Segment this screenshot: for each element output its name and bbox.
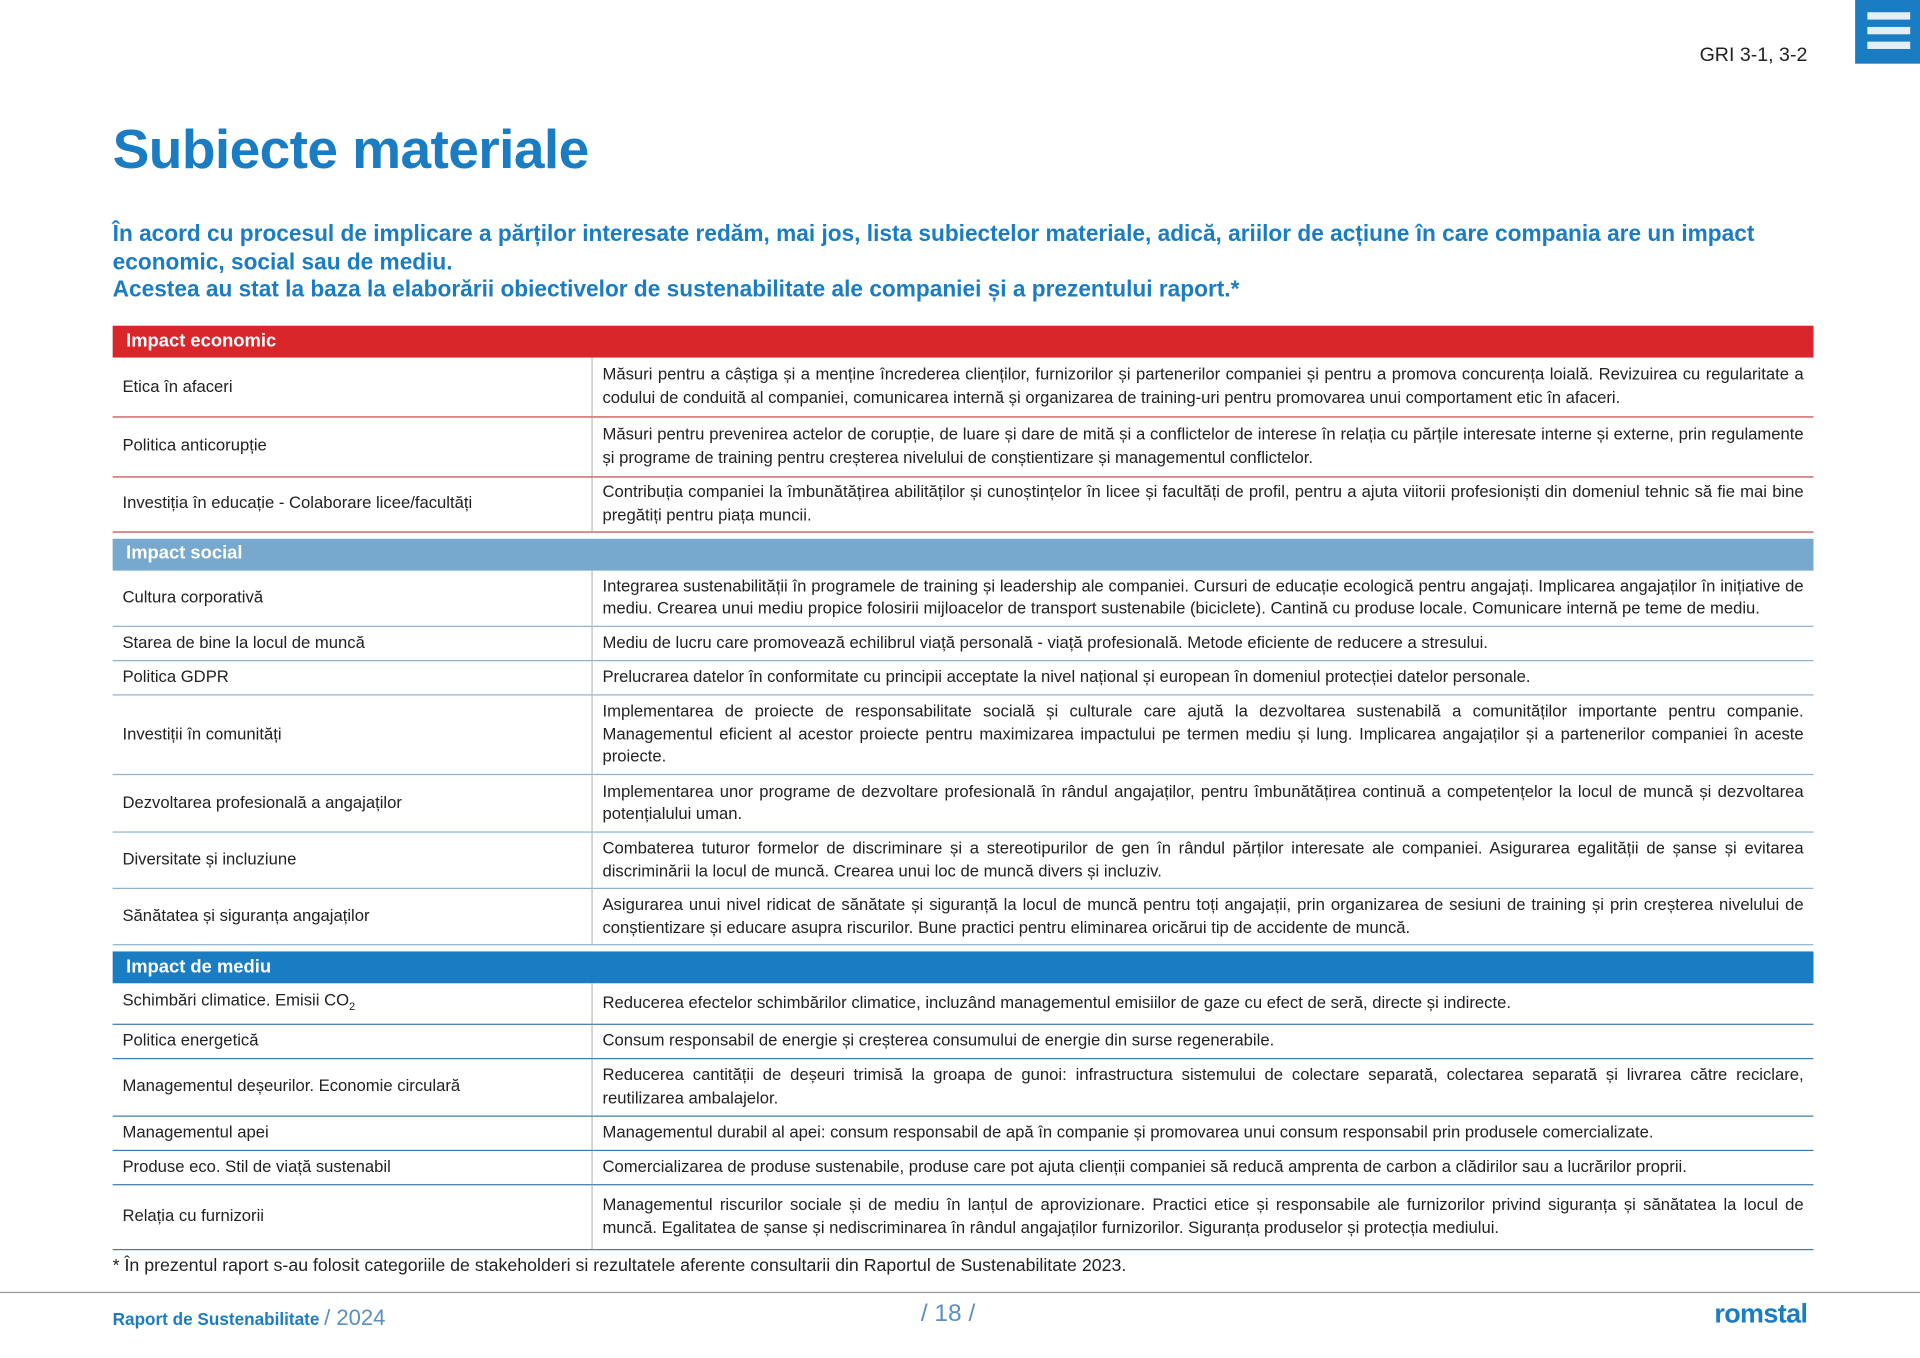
description-cell: Reducerea efectelor schimbărilor climatice, incluzând managementul emisiilor de gaze cu efect de seră, directe și indirecte. [592, 983, 1813, 1023]
footer-report-title [113, 1305, 386, 1331]
table-row [113, 1150, 1814, 1184]
description-cell: Managementul durabil al apei: consum responsabil de apă în companie și promovarea unui consum responsabil prin produsele comercializate. [592, 1116, 1813, 1150]
page-number: / 18 / [920, 1300, 976, 1328]
topic-label: Politica anticorupție [122, 436, 267, 455]
section-title: Impact economic [113, 326, 1814, 358]
topic-cell [113, 888, 592, 944]
description-cell: Comercializarea de produse sustenabile, produse care pot ajuta clienții companiei să reducă amprenta de carbon a clădirilor sau a lucrărilor proprii. [592, 1150, 1813, 1184]
material-topics-table [113, 326, 1814, 1250]
table-row [113, 358, 1814, 417]
topic-label: Starea de bine la locul de muncă [122, 633, 365, 652]
topic-cell [113, 358, 592, 417]
topic-label: Diversitate și incluziune [122, 850, 297, 869]
topic-cell [113, 1150, 592, 1184]
intro-line-2: Acestea au stat la baza la elaborării obiectivelor de sustenabilitate ale companiei și a prezentului raport.* [112, 275, 1240, 302]
table-row [113, 888, 1814, 944]
table-row [113, 1184, 1814, 1249]
topic-subscript: 2 [349, 999, 356, 1012]
description-cell: Integrarea sustenabilității în programele de training și leadership ale companiei. Cursuri de educație ecologică pentru angajați. Implicarea angajaților în inițiative de mediu. Crearea unui mediu propice folosirii mijloacelor de transport sustenabile (biciclete). Cantină cu produse locale. Comunicare internă pe teme de mediu. [592, 570, 1813, 626]
topic-cell [113, 626, 592, 660]
topic-label: Investiția în educație - Colaborare licee/facultăți [122, 493, 473, 513]
section-econ [113, 326, 1814, 532]
footer-report-label: Raport de Sustenabilitate [112, 1308, 320, 1329]
topic-cell [113, 695, 592, 775]
topic-cell [113, 774, 592, 832]
topic-cell [113, 832, 592, 888]
topic-cell [113, 416, 592, 476]
description-cell: Mediu de lucru care promovează echilibrul viață personală - viață profesională. Metode eficiente de reducere a stresului. [592, 626, 1813, 660]
description-cell: Reducerea cantității de deșeuri trimisă la groapa de gunoi: infrastructura sistemului de colectare separată, colectarea separată și livrarea către reciclare, reutilizarea ambalajelor. [592, 1058, 1813, 1116]
topic-label: Managementul deșeurilor. Economie circulară [122, 1076, 461, 1096]
description-cell: Implementarea unor programe de dezvoltare profesională în rândul angajaților, pentru îmbunătățirea continuă a competențelor la locul de muncă și dezvoltarea potențialului uman. [592, 774, 1813, 832]
table-row [113, 1116, 1814, 1150]
section-title: Impact social [113, 538, 1814, 570]
topic-label: Politica energetică [122, 1030, 259, 1050]
section-title: Impact de mediu [113, 951, 1814, 983]
table-row [113, 570, 1814, 626]
topic-label: Schimbări climatice. Emisii CO [122, 990, 350, 1009]
section-header [113, 951, 1814, 983]
table-row [113, 774, 1814, 832]
description-cell: Managementul riscurilor sociale și de mediu în lanțul de aprovizionare. Practici etice și responsabile ale furnizorilor privind siguranța și sănătatea la locul de muncă. Egalitatea de șanse și nediscriminarea în rândul angajaților furnizorilor. Siguranța produselor și protecția mediului. [592, 1184, 1813, 1249]
footer-year: / 2024 [324, 1305, 386, 1330]
intro-line-1: În acord cu procesul de implicare a părților interesate redăm, mai jos, lista subiectelor materiale, adică, ariilor de acțiune în care compania are un impact economic, social sau de mediu. [112, 220, 1755, 274]
table-row [113, 983, 1814, 1023]
topic-label: Sănătatea și siguranța angajaților [122, 906, 370, 925]
hamburger-menu-button[interactable] [1855, 0, 1920, 64]
topic-label: Produse eco. Stil de viață sustenabil [122, 1156, 391, 1176]
topic-label: Managementul apei [122, 1122, 269, 1141]
topic-cell [113, 570, 592, 626]
section-header [113, 326, 1814, 358]
page-title: Subiecte materiale [112, 117, 589, 181]
topic-label: Cultura corporativă [122, 587, 264, 607]
table-row [113, 416, 1814, 476]
spacer [113, 945, 1814, 952]
table-row [113, 661, 1814, 695]
section-soc [113, 531, 1814, 944]
hamburger-icon [1867, 12, 1910, 19]
table-row [113, 1024, 1814, 1058]
hamburger-icon-bar [1867, 27, 1910, 34]
description-cell: Consum responsabil de energie și creșterea consumului de energie din surse regenerabile. [592, 1024, 1813, 1058]
topic-label: Dezvoltarea profesională a angajaților [122, 793, 402, 812]
topic-cell [113, 1058, 592, 1116]
spacer-cell [113, 945, 1814, 952]
topic-cell [113, 1024, 592, 1058]
table-row [113, 626, 1814, 660]
description-cell: Măsuri pentru prevenirea actelor de corupție, de luare și dare de mită și a conflictelor de interese în relația cu părțile interesate interne și externe, prin regulamente și programe de training pentru creșterea nivelului de conștientizare și managementul conflictelor. [592, 416, 1813, 476]
footer-divider [0, 1292, 1920, 1293]
romstal-logo: romstal [1714, 1297, 1808, 1329]
spacer-cell [113, 531, 1814, 538]
footnote: * În prezentul raport s-au folosit categoriile de stakeholderi si rezultatele aferente consultarii din Raportul de Sustenabilitate 2023. [112, 1256, 1127, 1276]
topic-cell [113, 1116, 592, 1150]
table-row [113, 832, 1814, 888]
topic-cell [113, 661, 592, 695]
table-row [113, 695, 1814, 775]
topic-label: Relația cu furnizorii [122, 1206, 264, 1225]
hamburger-icon-bar [1867, 42, 1910, 49]
description-cell: Măsuri pentru a câștiga și a menține încrederea clienților, furnizorilor și partenerilor companiei și pentru a promova concurența loială. Revizuirea cu regularitate a codului de conduită al companiei, comunicarea internă și organizarea de training-uri pentru promovarea unui comportament etic în afaceri. [592, 358, 1813, 417]
topic-label: Politica GDPR [122, 667, 229, 687]
topic-cell [113, 983, 592, 1023]
description-cell: Asigurarea unui nivel ridicat de sănătate și siguranță la locul de muncă pentru toți angajații, prin organizarea de sesiuni de training și prin creșterea nivelului de conștientizare și educare asupra riscurilor. Bune practici pentru eliminarea oricărui tip de accidente de muncă. [592, 888, 1813, 944]
intro-text [113, 220, 1815, 303]
topic-label: Etica în afaceri [122, 376, 233, 395]
description-cell: Implementarea de proiecte de responsabilitate socială și culturale care ajută la dezvoltarea sustenabilă a comunităților importante pentru companie. Managementul eficient al acestor proiecte pentru maximizarea impactului pe termen mediu și lung. Implicarea angajaților și a partenerilor companiei în aceste proiecte. [592, 695, 1813, 775]
topic-cell [113, 476, 592, 531]
spacer [113, 531, 1814, 538]
description-cell: Prelucrarea datelor în conformitate cu principii acceptate la nivel național și european în domeniul protecției datelor personale. [592, 661, 1813, 695]
description-cell: Contribuția companiei la îmbunătățirea abilităților și cunoștințelor în licee și facultăți de profil, pentru a ajuta viitorii profesioniști din domeniul tehnic să fie mai bine pregătiți pentru piața muncii. [592, 476, 1813, 531]
topic-label: Investiții în comunități [122, 724, 282, 743]
table-row [113, 1058, 1814, 1116]
gri-reference: GRI 3-1, 3-2 [1699, 45, 1808, 67]
table-row [113, 476, 1814, 531]
section-header [113, 538, 1814, 570]
section-env [113, 945, 1814, 1249]
description-cell: Combaterea tuturor formelor de discriminare și a stereotipurilor de gen în rândul părților interesate ale companiei. Asigurarea egalității de șanse și evitarea discriminării la locul de muncă. Crearea unui loc de muncă divers și incluziv. [592, 832, 1813, 888]
topic-cell [113, 1184, 592, 1249]
